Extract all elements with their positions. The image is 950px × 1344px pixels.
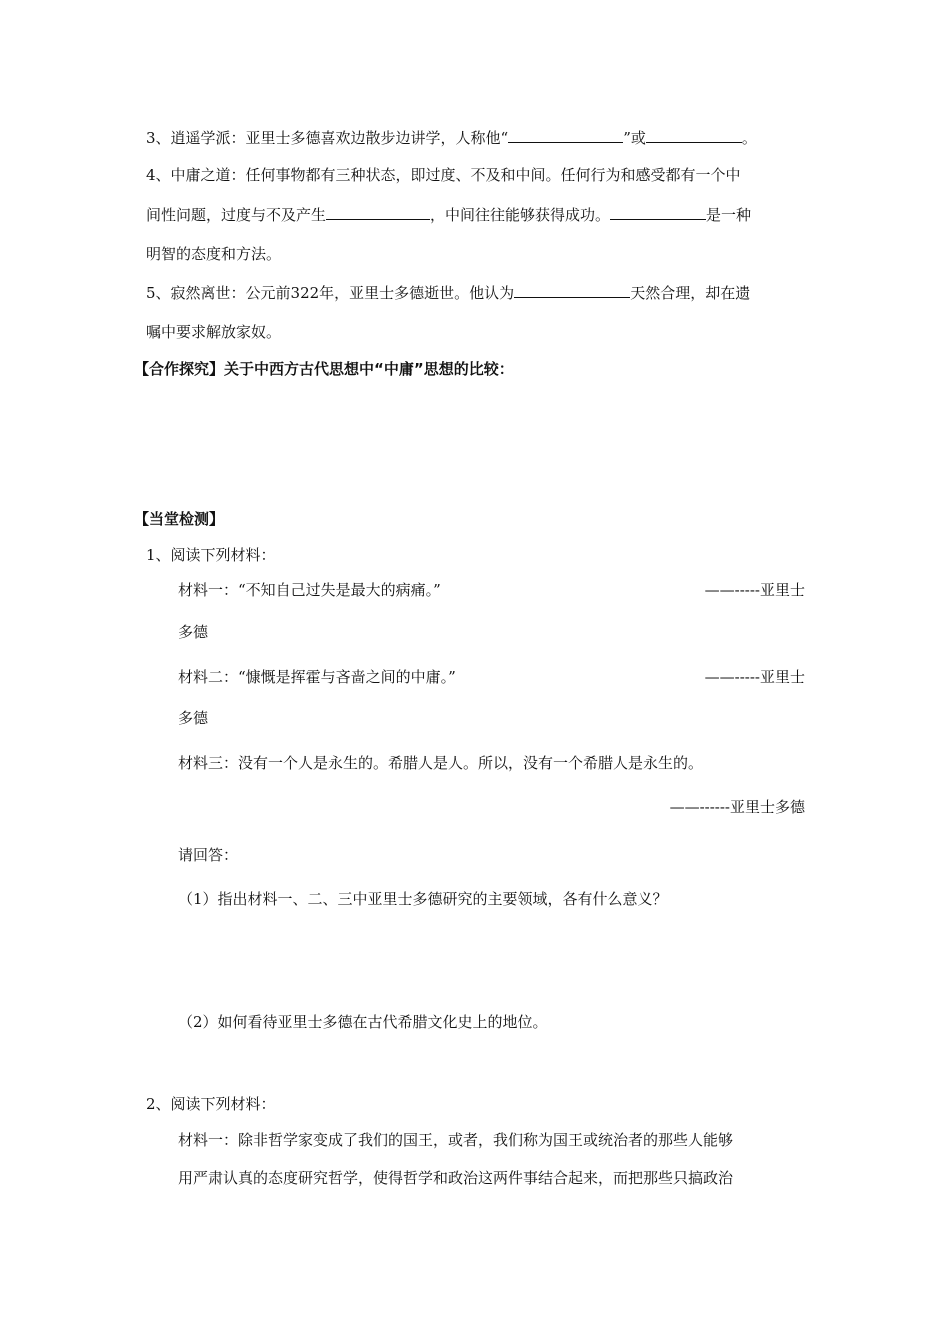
item3-text-or: ”或 xyxy=(623,129,646,147)
item3-blank-2[interactable] xyxy=(646,128,742,143)
item4-line2 xyxy=(146,205,751,225)
q1-material-3: 材料三：没有一个人是永生的。希腊人是人。所以，没有一个希腊人是永生的。 xyxy=(178,754,704,772)
item3-text-end: 。 xyxy=(741,129,757,147)
classtest-heading: 【当堂检测】 xyxy=(134,510,225,528)
item4-text-c: 是一种 xyxy=(706,206,752,224)
item5-text-a: 5、寂然离世：公元前322年，亚里士多德逝世。他认为 xyxy=(146,284,515,302)
item5-blank[interactable] xyxy=(514,283,630,298)
q1-sub-question-2: （2）如何看待亚里士多德在古代希腊文化史上的地位。 xyxy=(178,1013,548,1031)
item4-line3: 明智的态度和方法。 xyxy=(146,245,282,263)
q1-material-2-source-wrap: 多德 xyxy=(178,709,209,727)
q1-material-1-source: ——-----亚里士 xyxy=(704,581,805,599)
item4-blank-1[interactable] xyxy=(326,205,430,220)
q1-ask: 请回答： xyxy=(178,846,239,864)
item5-line2: 嘱中要求解放家奴。 xyxy=(146,323,282,341)
q1-material-1-source-wrap: 多德 xyxy=(178,623,209,641)
q1-material-3-source: ——------亚里士多德 xyxy=(669,798,805,816)
q2-material-1-line1: 材料一：除非哲学家变成了我们的国王，或者，我们称为国王或统治者的那些人能够 xyxy=(178,1131,734,1149)
item3-line xyxy=(146,128,757,148)
q1-material-1: 材料一：“不知自己过失是最大的病痛。” xyxy=(178,581,441,599)
q1-sub-question-1: （1）指出材料一、二、三中亚里士多德研究的主要领域，各有什么意义？ xyxy=(178,890,668,908)
q1-material-2: 材料二：“慷慨是挥霍与吝啬之间的中庸。” xyxy=(178,668,456,686)
item4-text-b: ，中间往往能够获得成功。 xyxy=(430,206,611,224)
q1-material-2-source: ——-----亚里士 xyxy=(704,668,805,686)
item4-line1: 4、中庸之道：任何事物都有三种状态，即过度、不及和中间。任何行为和感受都有一个中 xyxy=(146,166,741,184)
q2-title: 2、阅读下列材料： xyxy=(146,1095,276,1113)
item5-text-b: 天然合理，却在遗 xyxy=(630,284,751,302)
item3-text: 3、逍遥学派：亚里士多德喜欢边散步边讲学，人称他“ xyxy=(146,129,509,147)
q1-title: 1、阅读下列材料： xyxy=(146,546,276,564)
item4-blank-2[interactable] xyxy=(610,205,706,220)
cooperation-heading: 【合作探究】关于中西方古代思想中“中庸”思想的比较： xyxy=(134,360,514,378)
item4-text-a: 间性问题，过度与不及产生 xyxy=(146,206,327,224)
item3-blank-1[interactable] xyxy=(508,128,623,143)
item5-line1 xyxy=(146,283,750,303)
q2-material-1-line2: 用严肃认真的态度研究哲学，使得哲学和政治这两件事结合起来，而把那些只搞政治 xyxy=(178,1169,734,1187)
